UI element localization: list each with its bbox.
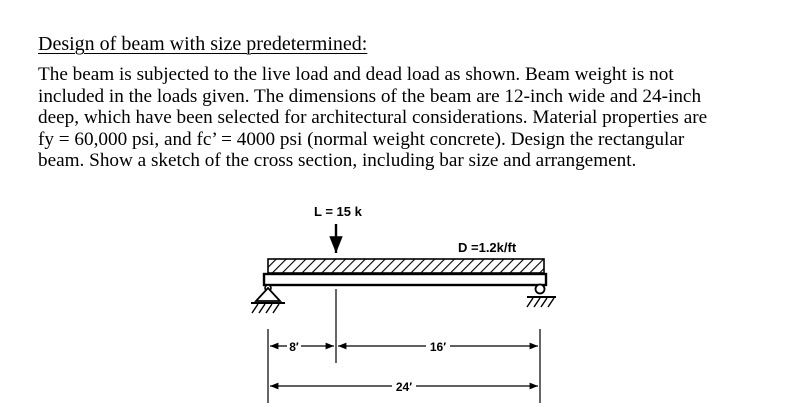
paragraph-line-4: fy = 60,000 psi, and fc’ = 4000 psi (normal weight concrete). Design the rectangular — [38, 128, 685, 150]
pin-support-left — [251, 285, 285, 313]
paragraph-line-2: included in the loads given. The dimensions of the beam are 12-inch wide and 24-inch — [38, 85, 702, 107]
distributed-load-label: D =1.2k/ft — [458, 240, 517, 255]
paragraph-line-3: deep, which have been selected for architectural considerations. Material properties are — [38, 107, 708, 129]
paragraph-line-5: beam. Show a sketch of the cross section, including bar size and arrangement. — [38, 150, 637, 172]
dim-right-label: 16′ — [429, 340, 447, 354]
dim-left-label: 8′ — [289, 340, 299, 354]
distributed-load-band — [268, 259, 544, 273]
paragraph-line-1: The beam is subjected to the live load and dead load as shown. Beam weight is not — [38, 64, 674, 85]
roller-support-right — [527, 285, 556, 308]
beam — [264, 274, 546, 285]
point-load-label: L = 15 k — [314, 204, 362, 219]
section-heading: Design of beam with size predetermined: — [38, 33, 368, 55]
dim-total-label: 24′ — [395, 380, 413, 394]
